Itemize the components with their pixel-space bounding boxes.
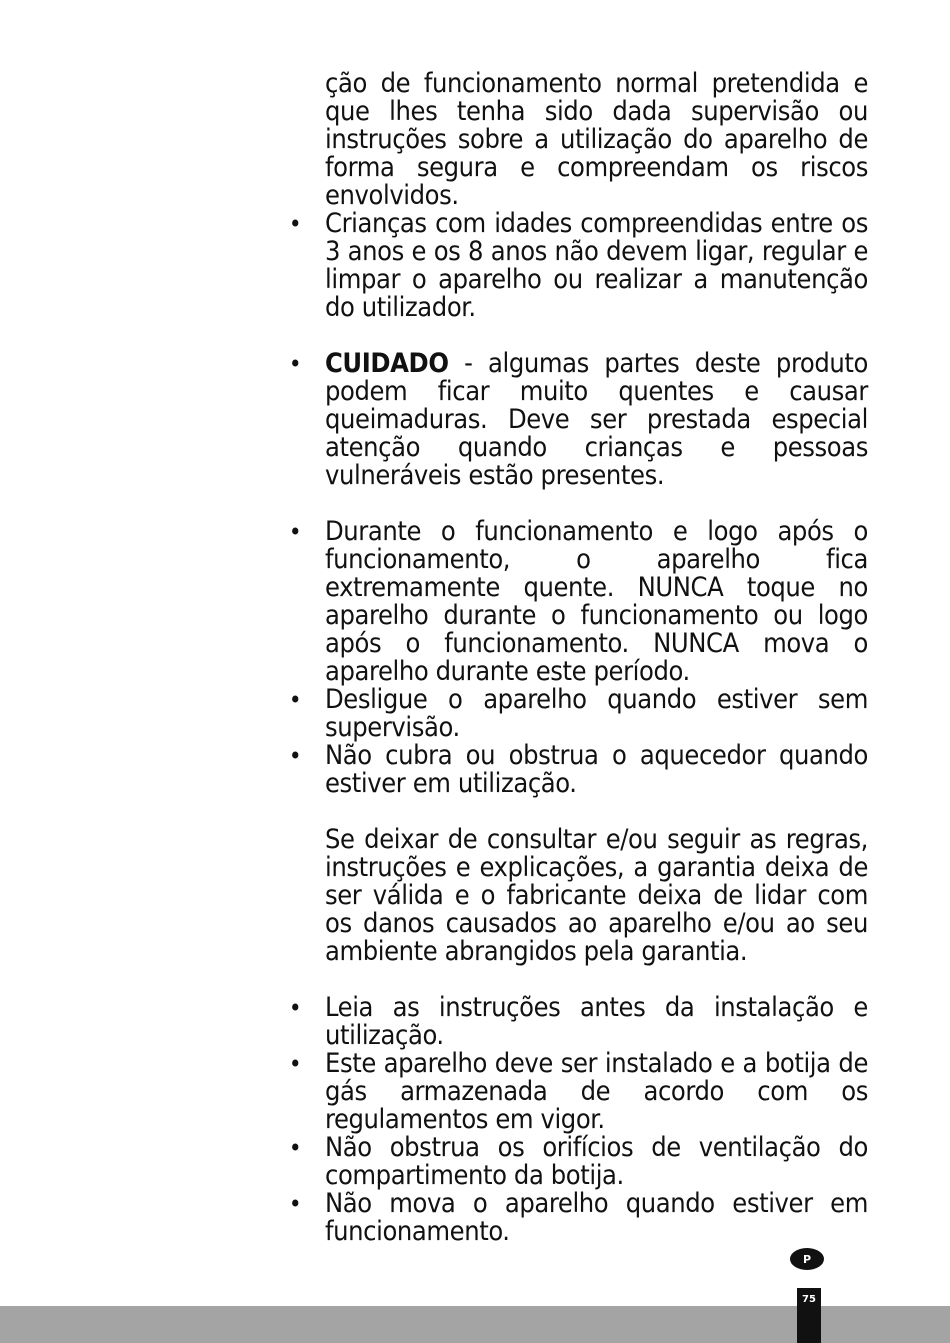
- page-number: 75: [797, 1288, 821, 1343]
- bullet-icon: •: [288, 686, 302, 714]
- list-item-text: Crianças com idades compreendidas entre os 3 anos e os 8 anos não devem ligar, regular e limpar o aparelho ou realizar a manutenção do utilizador.: [325, 208, 868, 323]
- bullet-icon: •: [288, 1134, 302, 1162]
- list-item-move: [288, 1188, 868, 1247]
- list-item-text: Não cubra ou obstrua o aquecedor quando estiver em utilização.: [325, 740, 868, 799]
- intro-paragraph: ção de funcionamento normal pretendida e que lhes tenha sido dada supervisão ou instruções sobre a utilização do aparelho de forma segura e compreendam os riscos envolvidos.: [325, 68, 868, 211]
- list-item-text: Desligue o aparelho quando estiver sem supervisão.: [325, 684, 868, 743]
- list-item-cover: [288, 740, 868, 799]
- list-item-install: [288, 1048, 868, 1135]
- bullet-icon: •: [288, 742, 302, 770]
- language-badge: P: [790, 1248, 824, 1270]
- list-item-hot: [288, 516, 868, 687]
- warranty-paragraph: Se deixar de consultar e/ou seguir as regras, instruções e explicações, a garantia deixa de ser válida e o fabricante deixa de lidar com os danos causados ao aparelho e/ou ao seu ambiente abrangidos pela garantia.: [325, 824, 868, 967]
- bullet-icon: •: [288, 1190, 302, 1218]
- bullet-icon: •: [288, 210, 302, 238]
- list-item-text: Este aparelho deve ser instalado e a botija de gás armazenada de acordo com os regulamentos em vigor.: [325, 1048, 868, 1135]
- list-item-caution: [288, 348, 868, 491]
- bullet-icon: •: [288, 994, 302, 1022]
- list-item-children: [288, 208, 868, 323]
- list-item-ventilation: [288, 1132, 868, 1191]
- list-item-read: [288, 992, 868, 1051]
- list-item-text: Durante o funcionamento e logo após o funcionamento, o aparelho fica extremamente quente. NUNCA toque no aparelho durante o funcionamento ou logo após o funcionamento. NUNCA mova o aparelho durante este período.: [325, 516, 868, 687]
- bullet-icon: •: [288, 1050, 302, 1078]
- list-item-text: Leia as instruções antes da instalação e utilização.: [325, 992, 868, 1051]
- list-item-text: Não mova o aparelho quando estiver em funcionamento.: [325, 1188, 868, 1247]
- bullet-icon: •: [288, 518, 302, 546]
- bullet-icon: •: [288, 350, 302, 378]
- page-content: [288, 68, 868, 1247]
- list-item-switch-off: [288, 684, 868, 743]
- caution-text: - algumas partes deste produto podem ficar muito quentes e causar queimaduras. Deve ser prestada especial atenção quando crianças e pessoas vulneráveis estão presentes.: [325, 348, 868, 491]
- list-item-text: Não obstrua os orifícios de ventilação do compartimento da botija.: [325, 1132, 868, 1191]
- caution-label: CUIDADO: [325, 348, 449, 379]
